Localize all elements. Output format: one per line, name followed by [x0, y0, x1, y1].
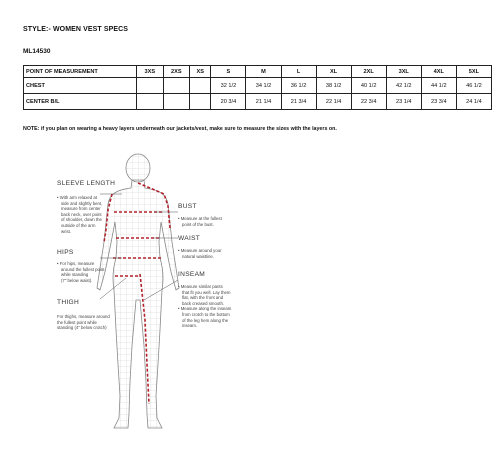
table-cell: 21 3/4 — [281, 94, 316, 110]
col-header: 4XL — [421, 66, 456, 78]
col-header: M — [246, 66, 281, 78]
table-cell — [163, 94, 190, 110]
hips-label: HIPS — [57, 249, 74, 256]
table-cell: 42 1/2 — [386, 78, 421, 94]
size-spec-table — [23, 65, 492, 110]
table-cell: 23 3/4 — [421, 94, 456, 110]
table-cell — [190, 78, 211, 94]
table-cell — [137, 94, 164, 110]
table-cell: 23 1/4 — [386, 94, 421, 110]
inseam-description: • Measure similar pants that fit you well. Lay them flat, with the front and back creased smooth. • Measure along the inseam from crotch to the bottom of the leg hem along the inseam. — [178, 284, 232, 329]
table-cell: 22 3/4 — [351, 94, 386, 110]
table-header-row — [24, 66, 492, 78]
table-row-center-bl — [24, 94, 492, 110]
col-header: L — [281, 66, 316, 78]
table-cell: 40 1/2 — [351, 78, 386, 94]
sleeve-length-description: • With arm relaxed at side and slightly bent, measure from center back neck, over point of shoulder, down the outside of the arm wrist. — [57, 195, 103, 234]
row-label: CHEST — [24, 78, 137, 94]
table-cell: 36 1/2 — [281, 78, 316, 94]
style-code: ML14530 — [23, 48, 51, 55]
sleeve-length-label: SLEEVE LENGTH — [57, 180, 116, 187]
col-header: 2XL — [351, 66, 386, 78]
table-cell: 46 1/2 — [456, 78, 491, 94]
thigh-description: For thighs, measure around the fullest point while standing (4" below crotch) — [57, 314, 110, 331]
col-header: 2XS — [163, 66, 190, 78]
table-cell — [163, 78, 190, 94]
col-header: 3XL — [386, 66, 421, 78]
table-cell: 21 1/4 — [246, 94, 281, 110]
thigh-label: THIGH — [57, 299, 80, 306]
inseam-label: INSEAM — [178, 271, 206, 278]
table-cell: 32 1/2 — [211, 78, 246, 94]
row-label: CENTER B/L — [24, 94, 137, 110]
table-cell — [190, 94, 211, 110]
col-header: 5XL — [456, 66, 491, 78]
table-cell: 34 1/2 — [246, 78, 281, 94]
table-cell: 24 1/4 — [456, 94, 491, 110]
table-cell: 20 3/4 — [211, 94, 246, 110]
table-cell — [137, 78, 164, 94]
mannequin-icon — [97, 154, 179, 428]
style-title: STYLE:- WOMEN VEST SPECS — [23, 26, 129, 33]
col-header: 3XS — [137, 66, 164, 78]
col-header-point: POINT OF MEASUREMENT — [24, 66, 137, 78]
col-header: XS — [190, 66, 211, 78]
table-cell: 38 1/2 — [316, 78, 351, 94]
layer-note: NOTE: if you plan on wearing a heavy layers underneath our jackets/vest, make sure to measure the sizes with the layers on. — [23, 126, 337, 132]
table-cell: 22 1/4 — [316, 94, 351, 110]
table-cell: 44 1/2 — [421, 78, 456, 94]
hips-description: • For hips, measure around the fullest point while standing (7" below waist). — [57, 261, 105, 283]
bust-description: • Measure at the fullest point of the bust. — [178, 216, 222, 227]
measurement-guide — [0, 150, 500, 459]
bust-label: BUST — [178, 203, 197, 210]
table-row-chest — [24, 78, 492, 94]
col-header: XL — [316, 66, 351, 78]
col-header: S — [211, 66, 246, 78]
waist-label: WAIST — [178, 235, 201, 242]
waist-description: • Measure around your natural waistline. — [178, 248, 222, 259]
